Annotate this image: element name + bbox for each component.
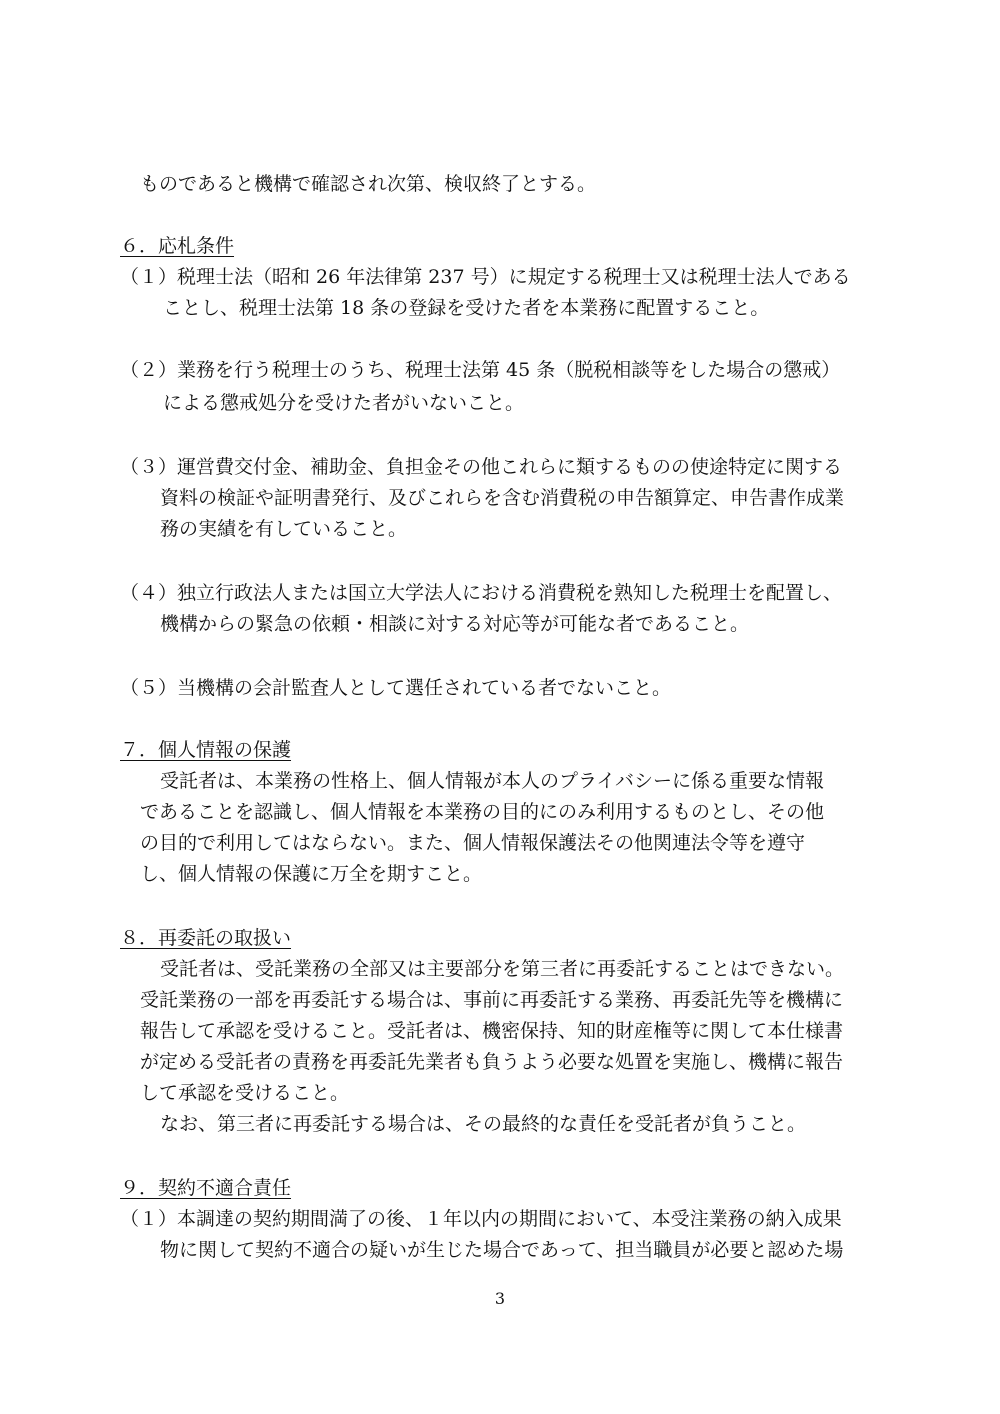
section-8-body-line-2: 受託業務の一部を再委託する場合は、事前に再委託する業務、再委託先等を機構に: [140, 989, 844, 1011]
section-6-item-1-line-1: （１）税理士法（昭和 26 年法律第 237 号）に規定する税理士又は税理士法人である: [120, 266, 851, 288]
section-8-body-line-5: して承認を受けること。: [140, 1082, 350, 1104]
section-6-item-3-line-2: 資料の検証や証明書発行、及びこれらを含む消費税の申告額算定、申告書作成業: [160, 487, 845, 509]
section-7-body-line-1: 受託者は、本業務の性格上、個人情報が本人のプライバシーに係る重要な情報: [160, 770, 825, 792]
section-6-item-1-line-2: ことし、税理士法第 18 条の登録を受けた者を本業務に配置すること。: [163, 297, 770, 319]
section-8-body-line-4: が定める受託者の責務を再委託先業者も負うよう必要な処置を実施し、機構に報告: [140, 1051, 844, 1073]
section-9-item-1-line-1: （１）本調達の契約期間満了の後、１年以内の期間において、本受注業務の納入成果: [120, 1208, 842, 1230]
section-6-heading: ６．応札条件: [120, 235, 235, 257]
section-6-item-2-line-1: （２）業務を行う税理士のうち、税理士法第 45 条（脱税相談等をした場合の懲戒）: [120, 359, 841, 381]
section-6-item-5: （５）当機構の会計監査人として選任されている者でないこと。: [120, 677, 672, 699]
section-9-heading: ９．契約不適合責任: [120, 1177, 292, 1199]
section-8-note: なお、第三者に再委託する場合は、その最終的な責任を受託者が負うこと。: [160, 1113, 807, 1135]
section-8-body-line-3: 報告して承認を受けること。受託者は、機密保持、知的財産権等に関して本仕様書: [140, 1020, 844, 1042]
section-7-body-line-2: であることを認識し、個人情報を本業務の目的にのみ利用するものとし、その他: [140, 801, 825, 823]
section-8-body-line-1: 受託者は、受託業務の全部又は主要部分を第三者に再委託することはできない。: [160, 958, 845, 980]
page-number: 3: [494, 1289, 506, 1308]
section-6-item-2-line-2: による懲戒処分を受けた者がいないこと。: [163, 392, 525, 414]
section-6-item-4-line-1: （４）独立行政法人または国立大学法人における消費税を熟知した税理士を配置し、: [120, 582, 843, 604]
section-7-heading: ７．個人情報の保護: [120, 739, 292, 761]
intro-line: ものであると機構で確認され次第、検収終了とする。: [140, 173, 597, 195]
section-6-item-4-line-2: 機構からの緊急の依頼・相談に対する対応等が可能な者であること。: [160, 613, 750, 635]
section-6-item-3-line-3: 務の実績を有していること。: [160, 518, 408, 540]
section-6-item-3-line-1: （３）運営費交付金、補助金、負担金その他これらに類するものの使途特定に関する: [120, 456, 843, 478]
section-7-body-line-4: し、個人情報の保護に万全を期すこと。: [140, 863, 483, 885]
section-7-body-line-3: の目的で利用してはならない。また、個人情報保護法その他関連法令等を遵守: [140, 832, 806, 854]
section-9-item-1-line-2: 物に関して契約不適合の疑いが生じた場合であって、担当職員が必要と認めた場: [160, 1239, 844, 1261]
section-8-heading: ８．再委託の取扱い: [120, 927, 292, 949]
